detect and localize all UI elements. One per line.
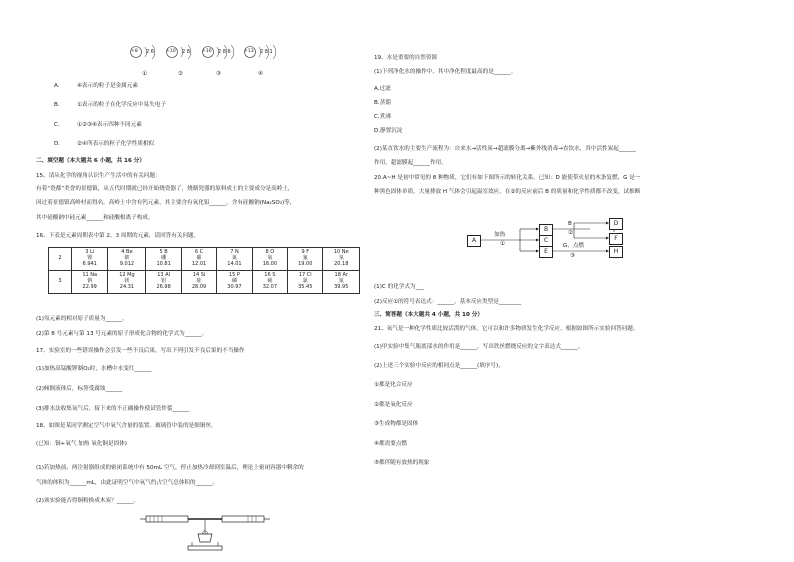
question-17: 17、实验室的一些错误操作会引发一些不良后果，写出下列引发不良后果的不当操作: [36, 348, 245, 354]
option-b: ①表示的粒子在化学反应中易失电子: [77, 102, 166, 108]
choice-b: B.蒸馏: [374, 100, 391, 106]
element-cell: 15 P 磷 30.97: [217, 271, 252, 294]
option-a-letter: A.: [54, 83, 60, 89]
question-18-part-2: (2)该实验能否得铜粉换成木炭？______。: [36, 498, 140, 504]
question-18: 18、如图是某同学测定空气中氧气含量的装置。玻璃管中装的是细铜丝。: [36, 423, 217, 429]
reaction-1-number: ①: [500, 241, 506, 247]
element-cell: 5 B 硼 10.81: [146, 248, 181, 271]
table-row: [49, 248, 360, 271]
choice-d: D.静置沉淀: [374, 128, 403, 134]
transformation-flow-diagram: [460, 215, 720, 265]
option-b-letter: B.: [54, 102, 60, 108]
atom-label: ③: [216, 71, 222, 77]
question-17-part-2: (2)倾倒液体后，标签受腐蚀______: [36, 386, 123, 392]
question-20-part-2: (2)反应①的符号表达式：______，基本反应类型是________: [374, 299, 522, 305]
element-cell: 9 F 氟 19.00: [288, 248, 323, 271]
node-c: C: [539, 235, 553, 247]
element-cell: 13 Al 铝 26.98: [146, 271, 181, 294]
question-19-part-1: (1)下列净化水的操作中，其中净化程度最高的是______。: [374, 69, 517, 75]
element-cell: 7 N 氮 14.01: [217, 248, 252, 271]
option-a: ④表示的粒子是金属元素: [77, 83, 138, 89]
reaction-3-number: ③: [570, 253, 576, 259]
atom-structure-1: [128, 44, 168, 77]
node-a: A: [467, 235, 481, 247]
element-cell: 11 Na 钠 22.99: [72, 271, 108, 294]
element-cell: 4 Be 铍 9.012: [108, 248, 146, 271]
element-cell: 18 Ar 氩 39.95: [323, 271, 360, 294]
nucleus-charge: +8: [131, 49, 138, 54]
option-c-letter: C.: [54, 122, 60, 128]
option-d-letter: D.: [54, 141, 61, 147]
section-2-heading: 二、填空题（本大题共 6 小题，共 16 分）: [36, 158, 145, 164]
statement-3: ③生成物都是固体: [374, 421, 419, 427]
choice-a: A.过滤: [374, 86, 391, 92]
node-b: B: [539, 224, 553, 236]
question-17-part-1: (1)加热高锰酸钾制O₂时，水槽中水变红______: [36, 366, 152, 372]
question-20: 20.A~H 是初中常见的 8 种物质，它们有如下图所示的转化关系。已知：D 能使带火星的木条复燃，G 是一: [374, 175, 641, 181]
element-cell: 6 C 碳 12.01: [181, 248, 216, 271]
reaction-2-number: ②: [568, 230, 574, 236]
question-18-equation: (已知：铜+氧气 加热 氧化铜是固体): [36, 441, 127, 447]
atom-structure-4: [242, 44, 288, 77]
question-16-part-1: (1)氖元素的相对原子质量为______。: [36, 316, 128, 322]
question-15-text: 有着“瓷都”美誉的景德镇，从五代时期就已经开始烧瓷器了，烧制瓷器的原料成土的主要成分是高岭土，: [36, 186, 294, 192]
atom-label: ①: [142, 71, 148, 77]
option-c: ①②③④表示四种不同元素: [77, 122, 142, 128]
question-15-text: 其中硅酸钠中硅元素______和硅酸根离子构成。: [36, 215, 154, 221]
question-21-part-1: (1)甲实验中集气瓶底部水的作用是______，写出铁丝燃烧反应的文字表达式______。: [374, 344, 584, 350]
question-17-part-3: (3)排水法收集氧气后，接下来的不正确操作使试管炸裂______: [36, 406, 190, 412]
element-cell: 17 Cl 氯 35.45: [288, 271, 323, 294]
choice-c: C.煮沸: [374, 114, 391, 120]
electron-shells: 2 8 1: [260, 49, 273, 55]
electron-shells: 2 8 6: [218, 49, 231, 55]
element-cell: 10 Ne 氖 20.18: [323, 248, 360, 271]
element-cell: 3 Li 锂 6.941: [72, 248, 108, 271]
question-21: 21、氧气是一种化学性质比较活泼的气体，它可以和许多物质发生化学反应，根据如图所示实验回答问题。: [374, 326, 639, 332]
node-h: H: [609, 246, 623, 258]
nucleus-charge: +10: [166, 49, 176, 54]
electron-shells: 2 6: [146, 49, 154, 55]
question-18-part-1: (1)若加热前，两注射器组成的密闭系统中有 50mL 空气，停止加热冷却到室温后，理论上密闭容器中剩余的: [36, 465, 304, 471]
reaction-1-condition: 加热: [494, 232, 506, 238]
question-19-part-2: (2)某直饮水的主要生产流程为：自来水→活性炭→超滤膜分离→紫外线消毒→直饮水，其中活性炭起______: [374, 146, 636, 152]
node-f: F: [609, 233, 623, 245]
element-cell: 8 O 氧 16.00: [252, 248, 287, 271]
element-cell: 14 Si 硅 28.09: [181, 271, 216, 294]
statement-1: ①都是化合反应: [374, 382, 413, 388]
node-d: D: [609, 218, 623, 230]
question-19-part-2-cont: 作用，超滤膜起______作用。: [374, 160, 447, 166]
periodic-table: [48, 247, 360, 294]
atom-structure-2: [164, 44, 204, 77]
question-21-part-2: (2)上述三个实验中反应的相同点是______(填序号)。: [374, 363, 504, 369]
question-15-text: 因过着景德镇高岭村而得名。高岭土中含有钙元素，其主要含有氧化铝______，含有硅酸钠(Na₂SO₃)等，: [36, 200, 296, 206]
question-16: 16、下表是元素周期表中第 2、3 周期的元素，请回答有关问题。: [36, 233, 200, 239]
element-cell: 12 Mg 镁 24.31: [108, 271, 146, 294]
syringe-apparatus-icon: [140, 510, 270, 554]
reaction-3-condition: G、点燃: [563, 243, 585, 249]
element-cell: 16 S 硫 32.07: [252, 271, 287, 294]
section-3-heading: 三、简答题（本大题共 4 小题，共 10 分）: [374, 312, 483, 318]
period-label: 3: [49, 271, 72, 294]
question-19: 19、水是重要的自然资源: [374, 55, 438, 61]
question-16-part-2: (2)第 8 号元素与第 13 号元素的原子形成化合物的化学式为______。: [36, 331, 208, 337]
nucleus-charge: +13: [244, 49, 254, 54]
question-15: 15、请从化学的视角认识生产生活中的有关问题：: [36, 173, 161, 179]
question-18-part-1-cont: 气体的体积为______mL，由此证明空气中氧气约占空气总体积的______。: [36, 480, 218, 486]
atom-structure-3: [200, 44, 246, 77]
atom-label: ②: [178, 71, 184, 77]
period-label: 2: [49, 248, 72, 271]
statement-2: ②都是氧化反应: [374, 402, 413, 408]
nucleus-charge: +16: [202, 49, 212, 54]
question-20-cont: 种黑色固体单质，大量排放 H 气体会引起温室效应，在②的反应前后 B 的质量和化学性质都不改变，试推断: [374, 189, 641, 195]
atom-label: ④: [258, 71, 264, 77]
statement-4: ④都需要点燃: [374, 441, 407, 447]
question-20-part-1: (1)C 的化学式为___: [374, 284, 424, 290]
statement-5: ⑤都伴随有放热的现象: [374, 460, 430, 466]
option-d: ②④所表示的粒子化学性质相似: [77, 141, 155, 147]
node-e: E: [539, 246, 553, 258]
reaction-2-condition: B: [568, 221, 572, 227]
electron-shells: 2 8: [182, 49, 190, 55]
table-row: [49, 271, 360, 294]
